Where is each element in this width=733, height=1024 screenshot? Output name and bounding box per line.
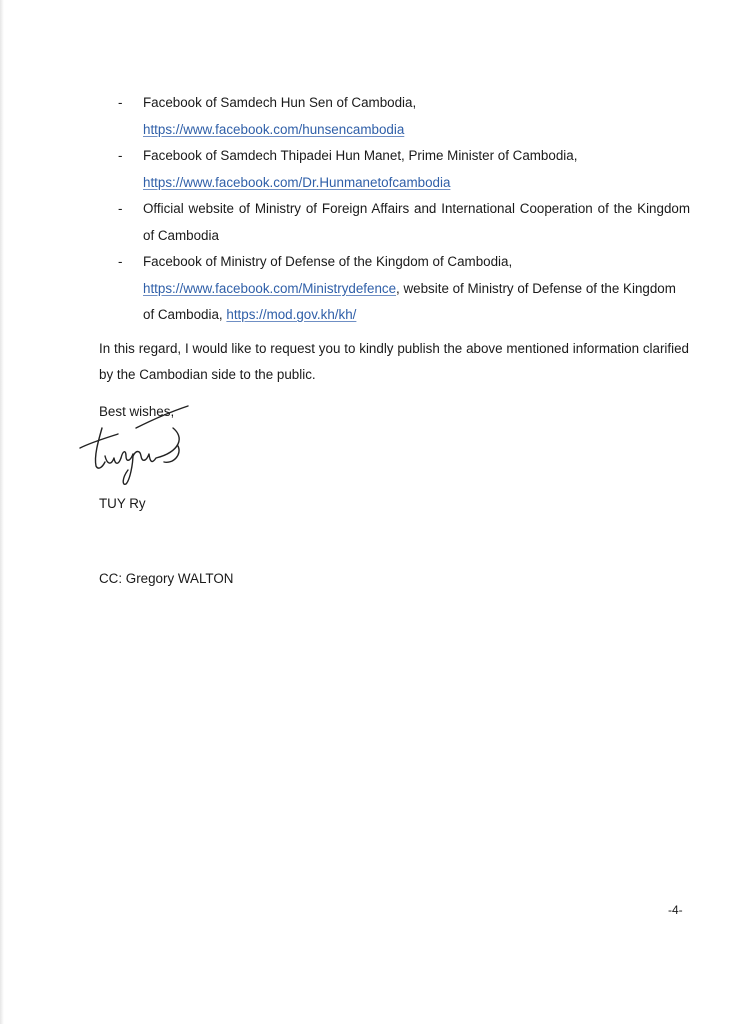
hunmanet-facebook-link[interactable]: https://www.facebook.com/Dr.Hunmanetofcambodia bbox=[143, 174, 451, 190]
list-item-text: Facebook of Samdech Hun Sen of Cambodia, bbox=[143, 95, 417, 110]
list-item bbox=[118, 249, 690, 329]
reference-list bbox=[118, 90, 690, 329]
hunsen-facebook-link[interactable]: https://www.facebook.com/hunsencambodia bbox=[143, 121, 405, 137]
list-item-text: Official website of Ministry of Foreign Affairs and International Cooperation of the Kingdom of Cambodia bbox=[143, 201, 690, 243]
bullet-dash: - bbox=[118, 201, 123, 216]
page-edge-shadow bbox=[0, 0, 4, 1024]
handwritten-signature bbox=[78, 398, 198, 490]
list-item bbox=[118, 143, 690, 196]
list-item bbox=[118, 196, 690, 249]
closing-salutation: Best wishes, bbox=[99, 404, 175, 419]
ministry-defence-facebook-link[interactable]: https://www.facebook.com/Ministrydefence bbox=[143, 280, 397, 296]
bullet-dash: - bbox=[118, 148, 123, 163]
page-number: -4- bbox=[668, 903, 683, 917]
signer-name: TUY Ry bbox=[99, 496, 146, 511]
list-item-text: Facebook of Ministry of Defense of the Kingdom of Cambodia, bbox=[143, 254, 513, 269]
request-paragraph: In this regard, I would like to request you to kindly publish the above mentioned information clarified by the Cambodian side to the public. bbox=[99, 341, 689, 382]
list-item-text: Facebook of Samdech Thipadei Hun Manet, Prime Minister of Cambodia, bbox=[143, 148, 578, 163]
cc-line: CC: Gregory WALTON bbox=[99, 571, 234, 586]
mod-website-link[interactable]: https://mod.gov.kh/kh/ bbox=[226, 307, 357, 322]
list-item bbox=[118, 90, 690, 143]
bullet-dash: - bbox=[118, 254, 123, 269]
list-item-text-continued: , website of Ministry of Defense of the Kingdom of Cambodia, bbox=[143, 280, 676, 322]
bullet-dash: - bbox=[118, 95, 123, 110]
